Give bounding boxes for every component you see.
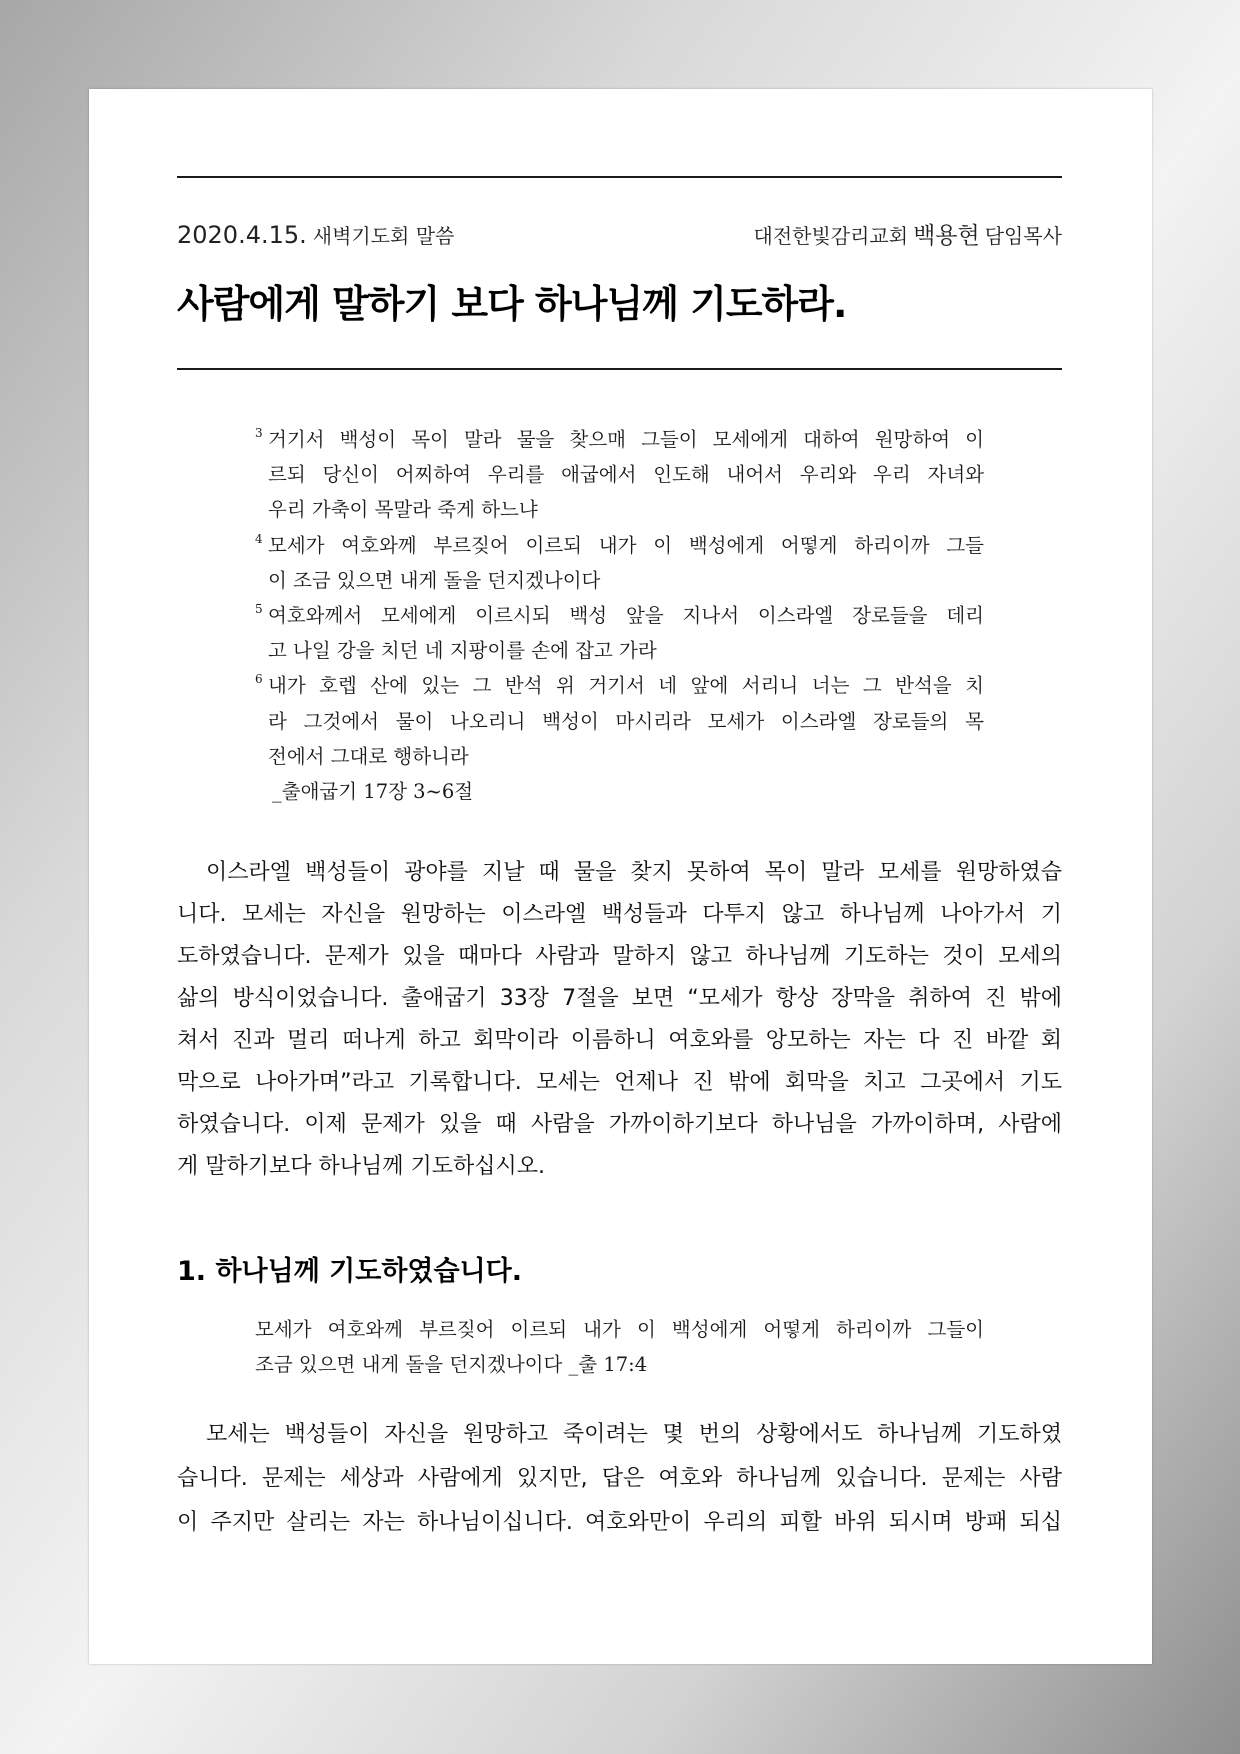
paragraph-line: 막으로 나아가며”라고 기록합니다. 모세는 언제나 진 밖에 회막을 치고 그곳에서 기도 — [177, 1070, 1062, 1095]
sermon-date-group — [177, 220, 454, 249]
verse-number: 6 — [255, 672, 263, 687]
paragraph-line: 이스라엘 백성들이 광야를 지날 때 물을 찾지 못하여 목이 말라 모세를 원망하였습 — [206, 860, 1062, 885]
paragraph-line: 모세는 백성들이 자신을 원망하고 죽이려는 몇 번의 상황에서도 하나님께 기도하였 — [206, 1422, 1062, 1447]
paragraph-line: 이 주지만 살리는 자는 하나님이십니다. 여호와만이 우리의 피할 바위 되시며 방패 되십 — [177, 1510, 1062, 1535]
verse-line: 여호와께서 모세에게 이르시되 백성 앞을 지나서 이스라엘 장로들을 데리 — [268, 604, 984, 628]
verse-line: 거기서 백성이 목이 말라 물을 찾으매 그들이 모세에게 대하여 원망하여 이 — [268, 428, 984, 451]
section-paragraph — [177, 1413, 1062, 1545]
paragraph-line: 니다. 모세는 자신을 원망하는 이스라엘 백성들과 다투지 않고 하나님께 나아가서 기 — [177, 902, 1062, 927]
verse-line: 전에서 그대로 행하니라 — [268, 744, 469, 768]
intro-paragraph — [177, 852, 1062, 1188]
quote-line: 조금 있으면 내게 돌을 던지겠나이다 _출 17:4 — [255, 1353, 648, 1376]
title-divider — [177, 368, 1062, 370]
pastor-title: 담임목사 — [984, 224, 1062, 248]
document-page — [89, 89, 1152, 1664]
verse-line: 이 조금 있으면 내게 돌을 던지겠나이다 — [268, 568, 601, 592]
scripture-citation: _출애굽기 17장 3~6절 — [272, 780, 474, 804]
sermon-date: 2020.4.15. — [177, 221, 307, 249]
verse — [255, 422, 984, 528]
verse — [255, 598, 984, 668]
service-name: 새벽기도회 말씀 — [312, 224, 455, 248]
verse-number: 3 — [255, 426, 263, 440]
verse-line: 라 그것에서 물이 나오리니 백성이 마시리라 모세가 이스라엘 장로들의 목 — [268, 709, 984, 733]
verse-line: 고 나일 강을 치던 네 지팡이를 손에 잡고 가라 — [268, 639, 657, 663]
verse — [255, 668, 984, 774]
paragraph-line: 습니다. 문제는 세상과 사람에게 있지만, 답은 여호와 하나님께 있습니다. 문제는 사람 — [177, 1466, 1062, 1491]
verse — [255, 528, 984, 598]
verse-line: 우리 가축이 목말라 죽게 하느냐 — [268, 498, 538, 522]
verse-number: 5 — [255, 602, 263, 617]
top-divider — [177, 176, 1062, 178]
church-name: 대전한빛감리교회 — [753, 224, 909, 248]
paragraph-line: 도하였습니다. 문제가 있을 때마다 사람과 말하지 않고 하나님께 기도하는 것이 모세의 — [177, 944, 1062, 969]
verse-number: 4 — [255, 531, 263, 546]
sermon-header — [177, 217, 1062, 257]
paragraph-line: 삶의 방식이었습니다. 출애굽기 33장 7절을 보면 “모세가 항상 장막을 취하여 진 밖에 — [177, 986, 1062, 1011]
paragraph-line: 하였습니다. 이제 문제가 있을 때 사람을 가까이하기보다 하나님을 가까이하며, 사람에 — [177, 1112, 1062, 1137]
section-heading: 1. 하나님께 기도하였습니다. — [177, 1256, 523, 1287]
sermon-title: 사람에게 말하기 보다 하나님께 기도하라. — [177, 282, 847, 326]
paragraph-line: 쳐서 진과 멀리 떠나게 하고 회막이라 이름하니 여호와를 앙모하는 자는 다 진 바깥 회 — [177, 1028, 1062, 1053]
quote-line: 모세가 여호와께 부르짖어 이르되 내가 이 백성에게 어떻게 하리이까 그들이 — [255, 1318, 984, 1341]
scripture-passage — [255, 422, 984, 809]
section-quote — [255, 1312, 984, 1382]
preacher-group — [754, 217, 1063, 250]
verse-line: 내가 호렙 산에 있는 그 반석 위 거기서 네 앞에 서리니 너는 그 반석을 치 — [268, 674, 984, 698]
verse-line: 르되 당신이 어찌하여 우리를 애굽에서 인도해 내어서 우리와 우리 자녀와 — [268, 463, 984, 487]
pastor-name: 백용현 — [913, 223, 980, 249]
verse-line: 모세가 여호와께 부르짖어 이르되 내가 이 백성에게 어떻게 하리이까 그들 — [268, 533, 984, 557]
paragraph-line: 게 말하기보다 하나님께 기도하십시오. — [177, 1154, 546, 1179]
